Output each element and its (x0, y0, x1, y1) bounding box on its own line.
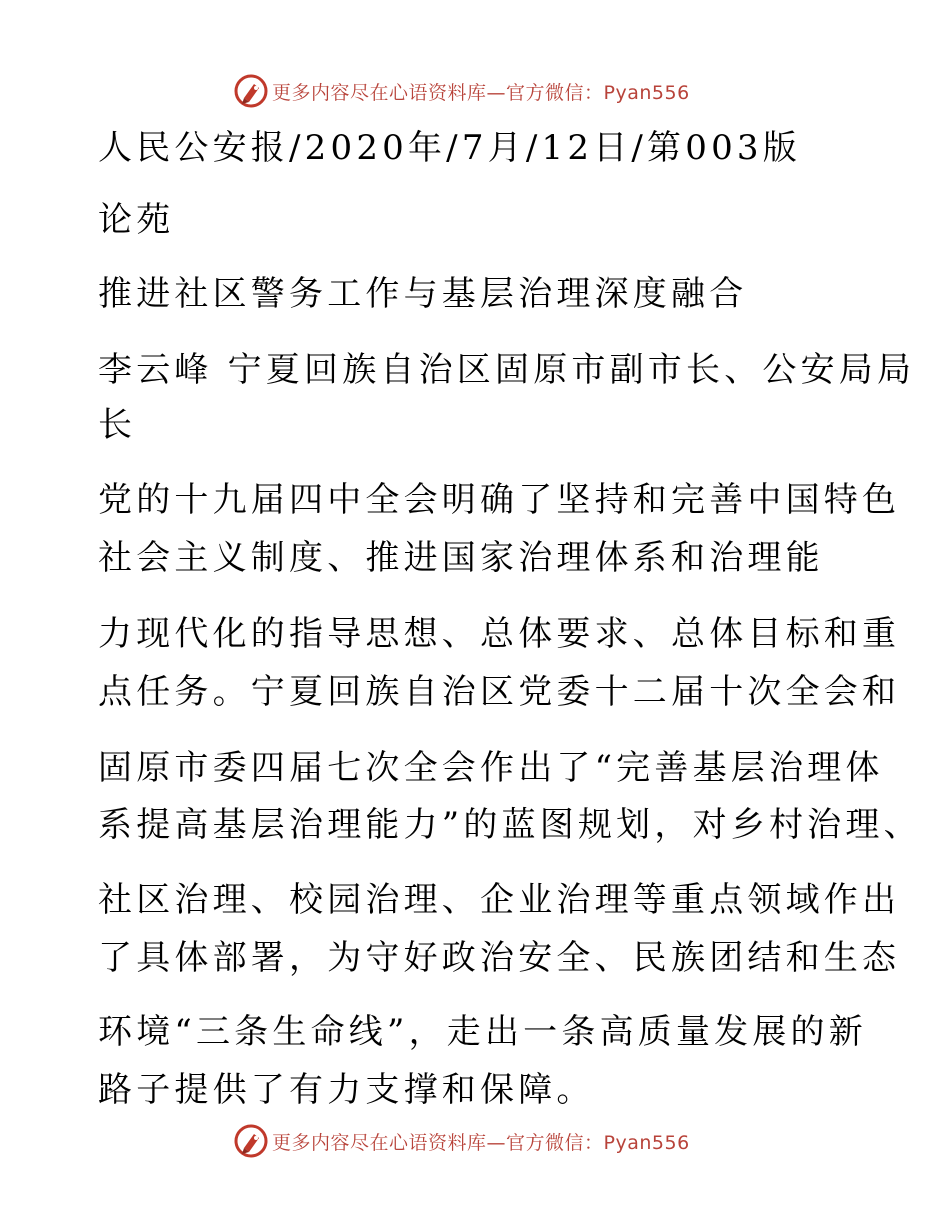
body-text-line: 点任务。宁夏回族自治区党委十二届十次全会和 (98, 672, 901, 712)
body-text-line: 社会主义制度、推进国家治理体系和治理能 (98, 538, 824, 578)
body-text-line: 力现代化的指导思想、总体要求、总体目标和重 (98, 614, 901, 654)
pen-logo-icon (232, 1122, 270, 1160)
body-text-line: 社区治理、校园治理、企业治理等重点领域作出 (98, 880, 901, 920)
watermark-text: 更多内容尽在心语资料库—官方微信：Pyan556 (272, 81, 690, 104)
body-text-line: 路子提供了有力支撑和保障。 (98, 1070, 595, 1110)
header-watermark (232, 72, 690, 110)
watermark-text: 更多内容尽在心语资料库—官方微信：Pyan556 (272, 1131, 690, 1154)
article-title: 推进社区警务工作与基层治理深度融合 (98, 274, 748, 314)
author-line-continued: 长 (98, 405, 137, 445)
body-text-line: 固原市委四届七次全会作出了“完善基层治理体 (98, 748, 884, 788)
body-text-line: 党的十九届四中全会明确了坚持和完善中国特色 (98, 480, 901, 520)
body-text-line: 了具体部署，为守好政治安全、民族团结和生态 (98, 938, 901, 978)
author-line: 李云峰 宁夏回族自治区固原市副市长、公安局局 (98, 350, 916, 390)
publication-line: 人民公安报/2020年/7月/12日/第003版 (98, 128, 801, 168)
footer-watermark (232, 1122, 690, 1160)
body-text-line: 环境“三条生命线”，走出一条高质量发展的新 (98, 1012, 867, 1052)
column-name: 论苑 (98, 200, 175, 240)
body-text-line: 系提高基层治理能力”的蓝图规划，对乡村治理、 (98, 805, 922, 845)
pen-logo-icon (232, 72, 270, 110)
